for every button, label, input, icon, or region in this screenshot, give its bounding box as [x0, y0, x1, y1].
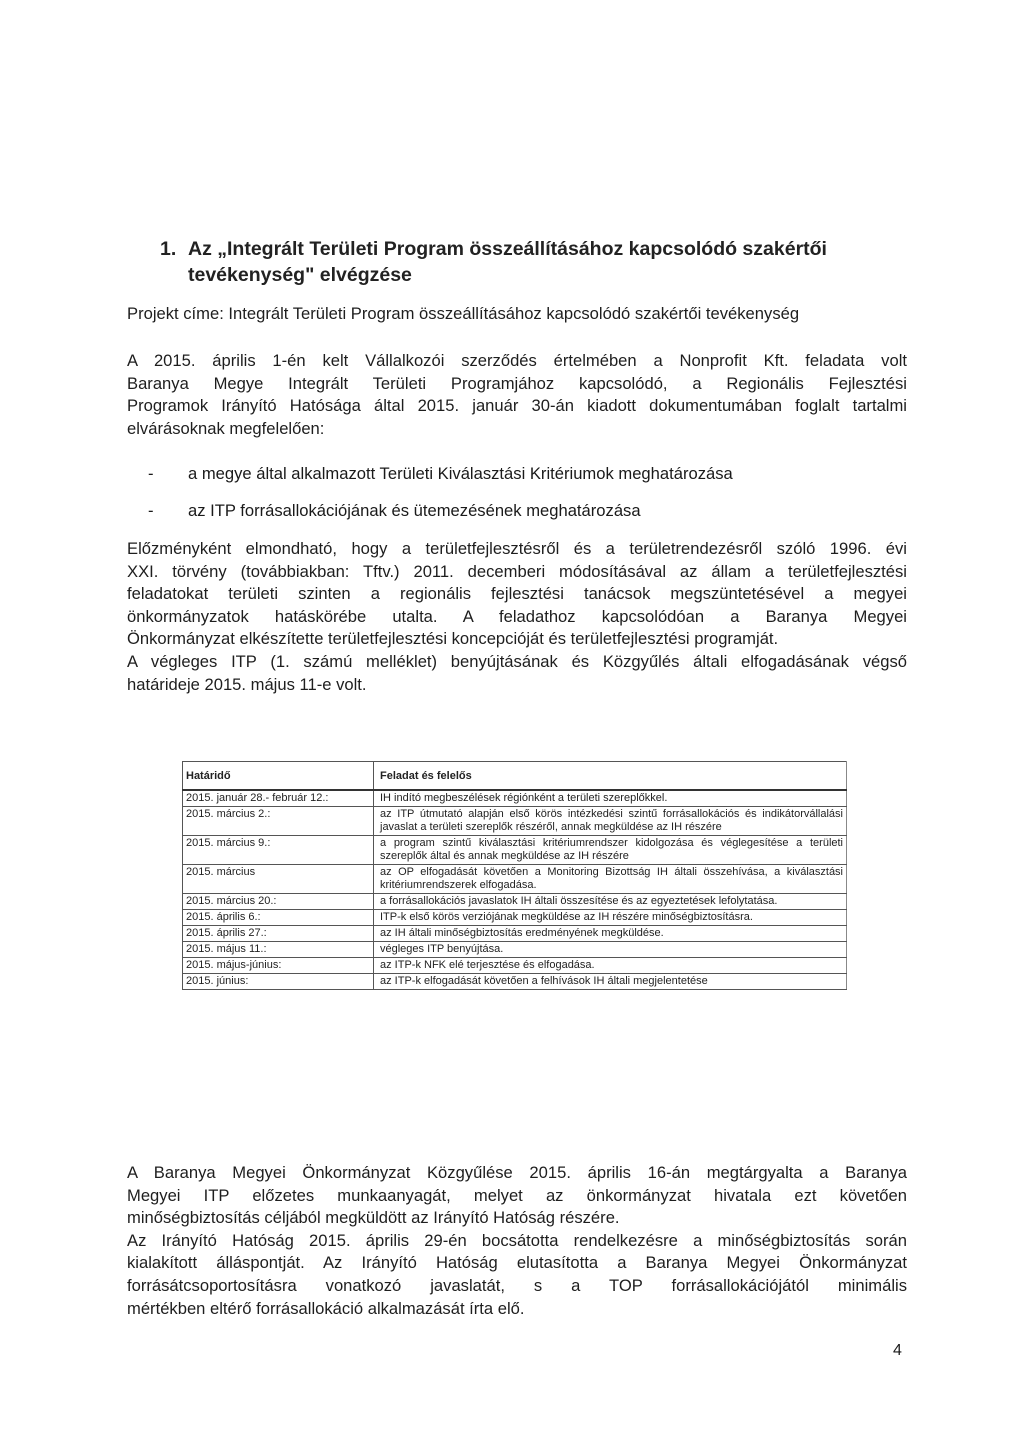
section-number: 1.: [160, 238, 177, 260]
closing-line: minőségbiztosítás céljából megküldött az Irányító Hatóság részére.: [127, 1208, 620, 1228]
page-number: 4: [893, 1342, 902, 1359]
deadline-cell: 2015. március 9.:: [183, 836, 374, 865]
list-item-text: a megye által alkalmazott Területi Kiválasztási Kritériumok meghatározása: [188, 464, 733, 483]
deadline-cell: 2015. május-június:: [183, 958, 374, 974]
table-row: [183, 790, 847, 807]
column-header-task: Feladat és felelős: [374, 762, 847, 791]
table-row: [183, 926, 847, 942]
background-paragraph: [127, 538, 907, 696]
intro-line: A 2015. április 1-én kelt Vállalkozói szerződés értelmében a Nonprofit Kft. feladata volt: [127, 351, 907, 370]
list-item: [148, 463, 733, 485]
list-item: [148, 500, 641, 522]
table-row: [183, 894, 847, 910]
table-row: [183, 807, 847, 836]
deadline-table: [182, 761, 847, 990]
section-heading: [160, 236, 920, 288]
deadline-cell: 2015. május 11.:: [183, 942, 374, 958]
task-cell: végleges ITP benyújtása.: [374, 942, 847, 958]
background-line: feladatokat területi szinten a regionális fejlesztési tanácsok megszüntetésével a megyei: [127, 584, 907, 604]
background-line: határideje 2015. május 11-e volt.: [127, 674, 367, 694]
closing-line: A Baranya Megyei Önkormányzat Közgyűlése 2015. április 16-án megtárgyalta a Baranya: [127, 1163, 907, 1182]
section-heading-line-2: tevékenység" elvégzése: [188, 264, 412, 286]
task-cell: a program szintű kiválasztási kritériumrendszer kidolgozása és véglegesítése a területi szereplők által és annak megküldése az IH részére: [374, 836, 847, 865]
intro-line: Programok Irányító Hatósága által 2015. január 30-án kiadott dokumentumában foglalt tartalmi: [127, 396, 907, 416]
deadline-cell: 2015. március: [183, 865, 374, 894]
table-row: [183, 958, 847, 974]
closing-line: kialakított álláspontját. Az Irányító Hatóság elutasította a Baranya Megyei Önkormányzat: [127, 1253, 907, 1273]
task-cell: az ITP útmutató alapján első körös intézkedési szintű forrásallokációs és indikátorvállalási javaslat a területi szereplők részéről, annak megküldése az IH részére: [374, 807, 847, 836]
task-cell: az ITP-k elfogadását követően a felhívások IH általi megjelentetése: [374, 974, 847, 990]
table-row: [183, 836, 847, 865]
task-cell: a forrásallokációs javaslatok IH általi összesítése és az egyeztetések lefolytatása.: [374, 894, 847, 910]
table-header-row: [183, 762, 847, 791]
task-cell: az OP elfogadását követően a Monitoring Bizottság IH általi összehívása, a kiválasztási kritériumrendszerek elfogadása.: [374, 865, 847, 894]
section-heading-line-1: Az „Integrált Területi Program összeállításához kapcsolódó szakértői: [188, 238, 827, 260]
closing-line: mértékben eltérő forrásallokáció alkalmazását írta elő.: [127, 1298, 525, 1318]
background-line: Előzményként elmondható, hogy a területfejlesztésről és a területrendezésről szóló 1996. évi: [127, 539, 907, 558]
closing-line: forrásátcsoportosításra vonatkozó javaslatát, s a TOP forrásallokációjától minimális: [127, 1275, 907, 1295]
deadline-cell: 2015. június:: [183, 974, 374, 990]
table-row: [183, 910, 847, 926]
column-header-deadline: Határidő: [183, 762, 374, 791]
bullet-dash: -: [148, 464, 154, 483]
intro-paragraph: [127, 350, 907, 440]
background-line: XXI. törvény (továbbiakban: Tftv.) 2011. decemberi módosításával az állam a területfejlesztési: [127, 561, 907, 581]
closing-line: Az Irányító Hatóság 2015. április 29-én bocsátotta rendelkezésre a minőségbiztosítás során: [127, 1230, 907, 1250]
deadline-cell: 2015. április 27.:: [183, 926, 374, 942]
deadline-cell: 2015. április 6.:: [183, 910, 374, 926]
background-line: A végleges ITP (1. számú melléklet) benyújtásának és Közgyűlés általi elfogadásának végső: [127, 651, 907, 671]
background-line: Önkormányzat elkészítette területfejlesztési koncepcióját és területfejlesztési programját.: [127, 629, 779, 649]
list-item-text: az ITP forrásallokációjának és ütemezésének meghatározása: [188, 501, 641, 520]
table-row: [183, 974, 847, 990]
intro-line: elvárásoknak megfelelően:: [127, 418, 325, 438]
deadline-cell: 2015. március 20.:: [183, 894, 374, 910]
intro-line: Baranya Megye Integrált Területi Programjához kapcsolódó, a Regionális Fejlesztési: [127, 373, 907, 393]
background-line: önkormányzatok hatáskörébe utalta. A feladathoz kapcsolódóan a Baranya Megyei: [127, 606, 907, 626]
closing-line: Megyei ITP előzetes munkaanyagát, melyet az önkormányzat hivatala ezt követően: [127, 1185, 907, 1205]
bullet-dash: -: [148, 501, 154, 520]
task-cell: az ITP-k NFK elé terjesztése és elfogadása.: [374, 958, 847, 974]
table-row: [183, 942, 847, 958]
task-cell: ITP-k első körös verziójának megküldése az IH részére minőségbiztosításra.: [374, 910, 847, 926]
table-row: [183, 865, 847, 894]
task-cell: IH indító megbeszélések régiónként a területi szereplőkkel.: [374, 790, 847, 807]
task-cell: az IH általi minőségbiztosítás eredményének megküldése.: [374, 926, 847, 942]
deadline-cell: 2015. január 28.- február 12.:: [183, 790, 374, 807]
closing-paragraph: [127, 1162, 907, 1320]
project-title: Projekt címe: Integrált Területi Program összeállításához kapcsolódó szakértői tevékenység: [127, 304, 800, 323]
deadline-cell: 2015. március 2.:: [183, 807, 374, 836]
